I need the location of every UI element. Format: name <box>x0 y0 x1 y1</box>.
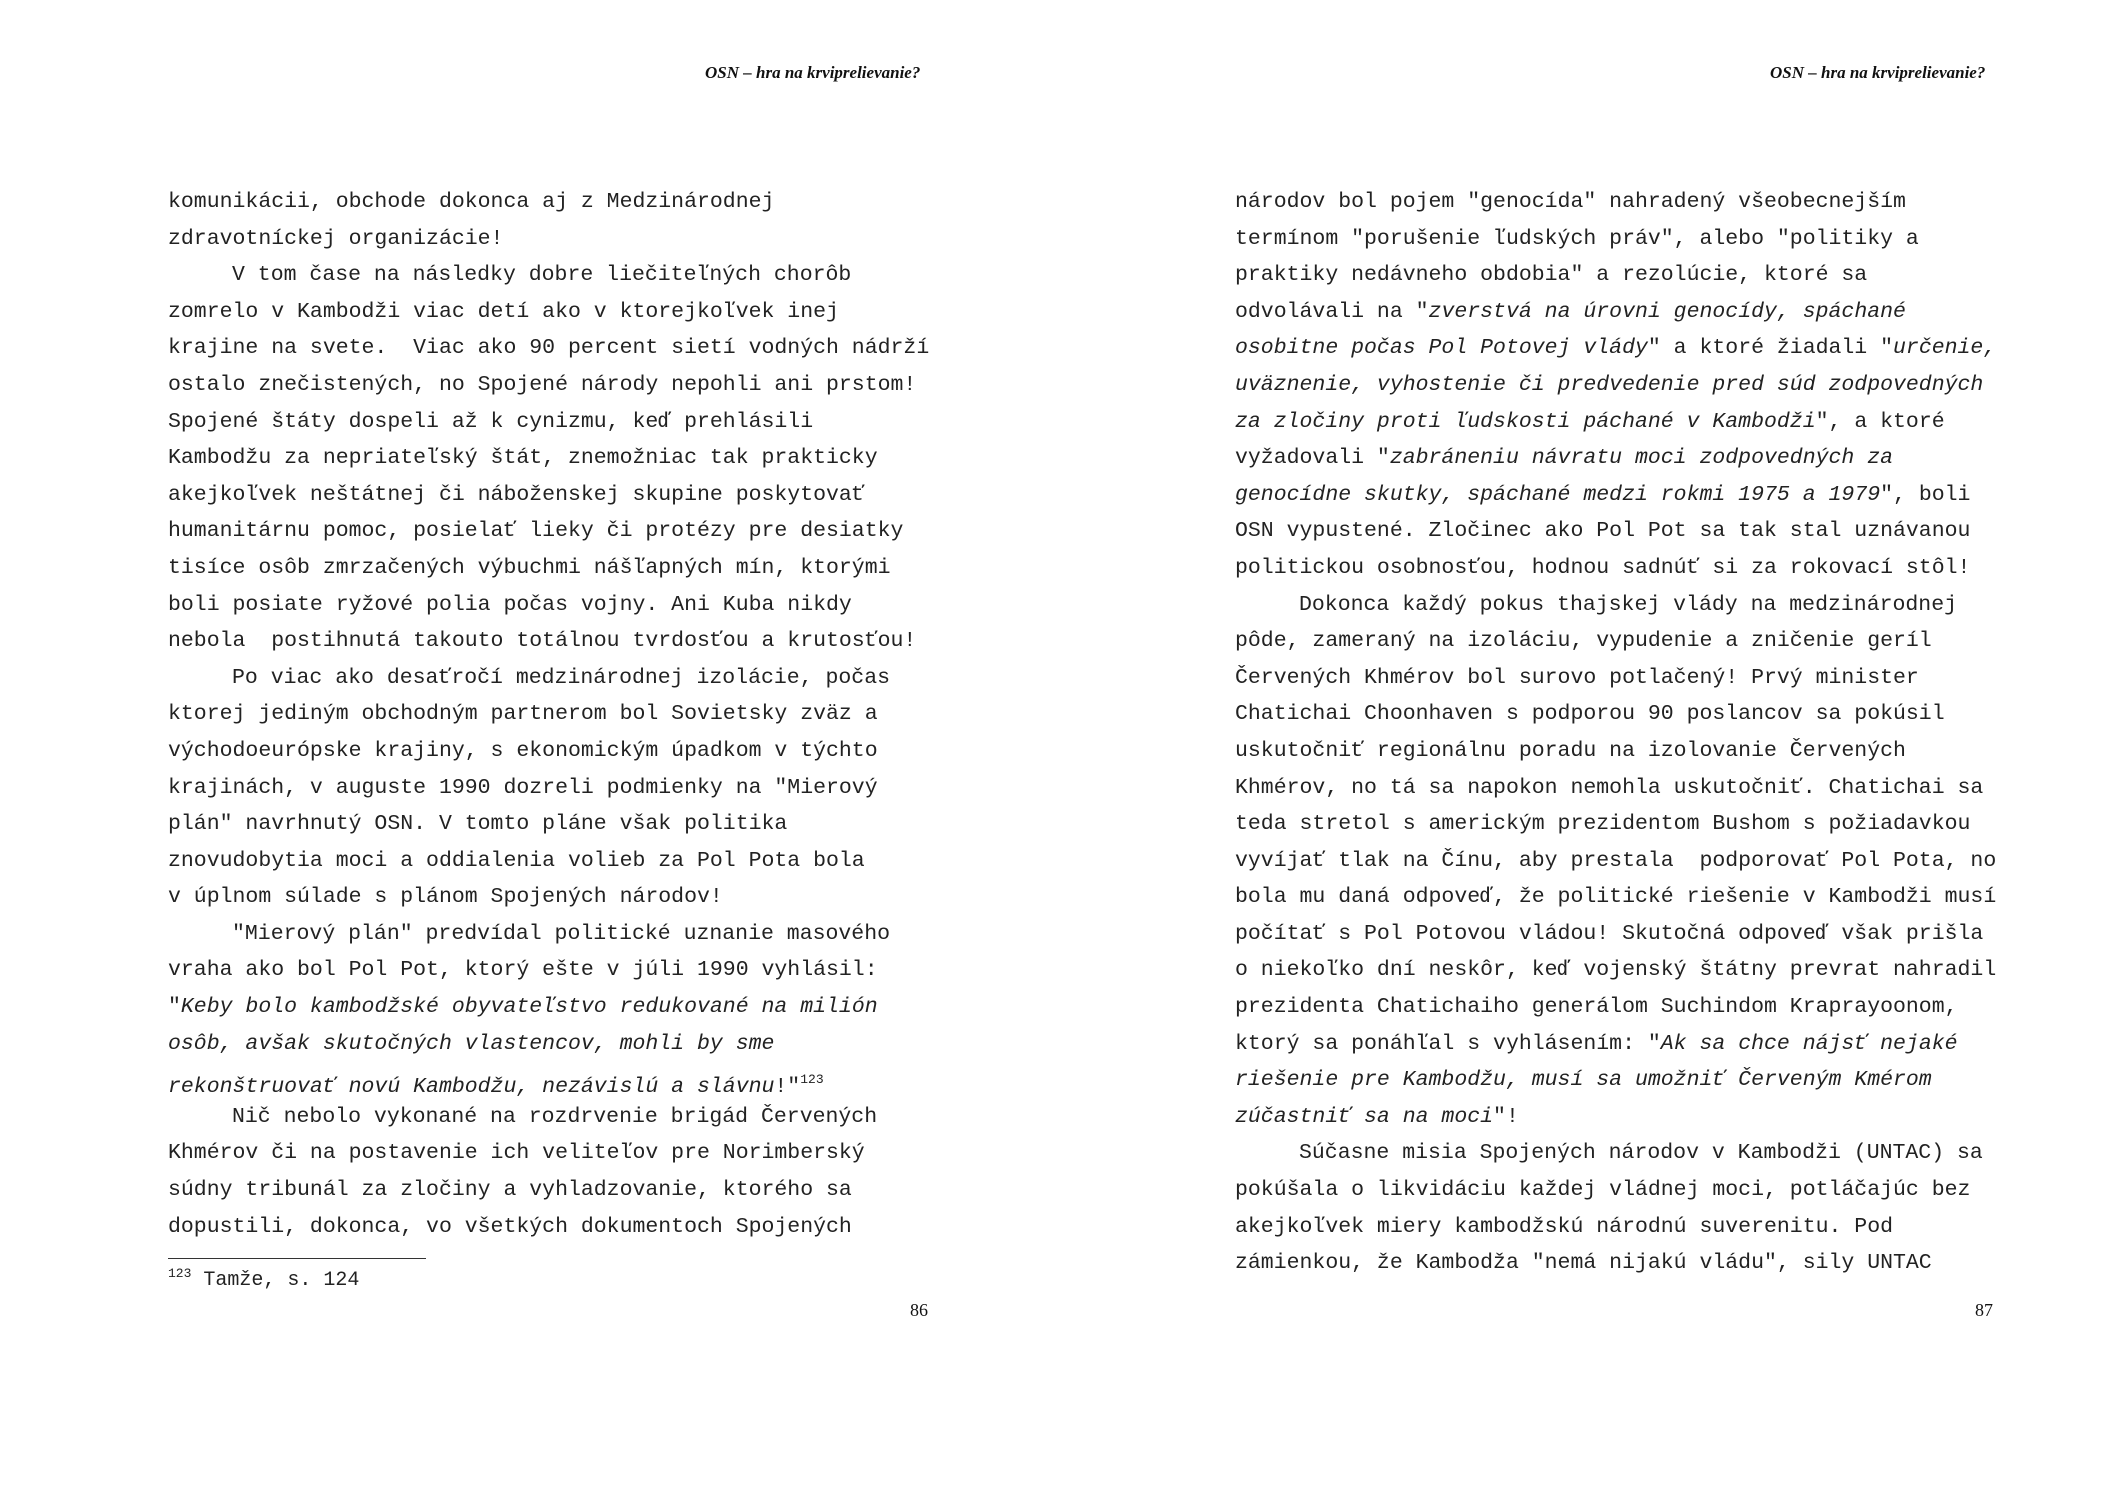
text-line <box>1235 1026 1996 1063</box>
text-line <box>1235 733 1996 770</box>
body-text <box>168 184 929 1245</box>
text-line <box>168 330 929 367</box>
text-line <box>168 696 929 733</box>
line-text: Súčasne misia Spojených národov v Kambodži (UNTAC) sa <box>1299 1141 1983 1166</box>
footnote <box>168 1266 359 1292</box>
text-line <box>1235 184 1996 221</box>
text-line <box>168 477 929 514</box>
text-line <box>168 367 929 404</box>
text-line <box>168 1135 929 1172</box>
line-text: " a ktoré žiadali " <box>1647 336 1894 361</box>
line-text: pokúšala o likvidáciu každej vládnej moci, potláčajúc bez <box>1235 1178 1971 1203</box>
line-text: zdravotníckej organizácie! <box>168 226 504 251</box>
quote-text: za zločiny proti ľudskosti páchané v Kambodži <box>1235 409 1816 434</box>
text-line <box>1235 257 1996 294</box>
line-text: znovudobytia moci a oddialenia volieb za Pol Pota bola <box>168 848 865 873</box>
line-text: termínom "porušenie ľudských práv", alebo "politiky a <box>1235 226 1919 251</box>
text-line <box>168 916 929 953</box>
quote-text: zverstvá na úrovni genocídy, spáchané <box>1428 299 1906 324</box>
text-line <box>1235 843 1996 880</box>
text-line <box>168 1099 929 1136</box>
line-text: súdny tribunál za zločiny a vyhladzovanie, ktorého sa <box>168 1178 852 1203</box>
line-text: vraha ako bol Pol Pot, ktorý ešte v júli 1990 vyhlásil: <box>168 958 878 983</box>
line-text: "Mierový plán" predvídal politické uznanie masového <box>232 921 891 946</box>
footnote-reference: 123 <box>800 1072 824 1088</box>
text-line <box>1235 513 1996 550</box>
text-line <box>1235 1172 1996 1209</box>
quote-text: Keby bolo kambodžské obyvateľstvo redukované na milión <box>180 995 878 1020</box>
text-line <box>168 879 929 916</box>
line-text: vyvíjať tlak na Čínu, aby prestala podporovať Pol Pota, no <box>1235 848 1997 873</box>
text-line <box>168 1209 929 1246</box>
text-line <box>168 404 929 441</box>
text-line <box>168 440 929 477</box>
line-text: praktiky nedávneho obdobia" a rezolúcie, ktoré sa <box>1235 263 1868 288</box>
quote-text: zúčastniť sa na moci <box>1235 1104 1494 1129</box>
quote-text: Ak sa chce nájsť nejaké <box>1660 1031 1958 1056</box>
footnote-number: 123 <box>168 1266 192 1281</box>
text-line <box>1235 1135 1996 1172</box>
text-line <box>168 550 929 587</box>
body-text <box>1235 184 1996 1282</box>
line-text: nebola postihnutá takouto totálnou tvrdosťou a krutosťou! <box>168 629 917 654</box>
footnote-divider <box>168 1258 426 1259</box>
line-text: OSN vypustené. Zločinec ako Pol Pot sa tak stal uznávanou <box>1235 519 1971 544</box>
quote-text: určenie, <box>1893 336 1997 361</box>
text-line <box>168 221 929 258</box>
text-line <box>168 294 929 331</box>
text-line <box>1235 294 1996 331</box>
quote-text: osobitne počas Pol Potovej vlády <box>1235 336 1648 361</box>
line-text: " <box>168 995 181 1020</box>
line-text: !" <box>774 1075 801 1100</box>
text-line <box>168 184 929 221</box>
text-line <box>1235 330 1996 367</box>
running-head: OSN – hra na krviprelievanie? <box>705 63 921 82</box>
line-text: počítať s Pol Potovou vládou! Skutočná odpoveď však prišla <box>1235 921 1984 946</box>
line-text: Khmérov či na postavenie ich veliteľov pre Norimberský <box>168 1141 865 1166</box>
line-text: v úplnom súlade s plánom Spojených národov! <box>168 885 723 910</box>
line-text: krajinách, v auguste 1990 dozreli podmienky na "Mierový <box>168 775 878 800</box>
line-text: prezidenta Chatichaiho generálom Suchindom Kraprayoonom, <box>1235 995 1958 1020</box>
text-line <box>1235 477 1996 514</box>
line-text: Nič nebolo vykonané na rozdrvenie brigád Červených <box>232 1104 878 1129</box>
line-text: Spojené štáty dospeli až k cynizmu, keď prehlásili <box>168 409 814 434</box>
line-text: ", a ktoré <box>1815 409 1945 434</box>
text-line <box>168 1026 929 1063</box>
text-line <box>1235 1062 1996 1099</box>
text-line <box>168 989 929 1026</box>
line-text: akejkoľvek neštátnej či náboženskej skupine poskytovať <box>168 482 865 507</box>
text-line <box>168 1062 929 1099</box>
right-page <box>1060 0 2120 1500</box>
line-text: boli posiate ryžové polia počas vojny. Ani Kuba nikdy <box>168 592 852 617</box>
line-text: Chatichai Choonhaven s podporou 90 poslancov sa pokúsil <box>1235 702 1945 727</box>
line-text: Kambodžu za nepriateľský štát, znemožniac tak prakticky <box>168 446 878 471</box>
text-line <box>1235 660 1996 697</box>
text-line <box>1235 1245 1996 1282</box>
line-text: ktorý sa ponáhľal s vyhlásením: " <box>1235 1031 1661 1056</box>
text-line <box>1235 806 1996 843</box>
text-line <box>168 623 929 660</box>
text-line <box>168 257 929 294</box>
quote-text: genocídne skutky, spáchané medzi rokmi 1975 a 1979 <box>1235 482 1881 507</box>
text-line <box>1235 550 1996 587</box>
text-line <box>168 843 929 880</box>
line-text: V tom čase na následky dobre liečiteľných chorôb <box>232 263 852 288</box>
page-number: 87 <box>1975 1300 1993 1320</box>
line-text: humanitárnu pomoc, posielať lieky či protézy pre desiatky <box>168 519 904 544</box>
line-text: krajine na svete. Viac ako 90 percent sietí vodných nádrží <box>168 336 930 361</box>
text-line <box>1235 1209 1996 1246</box>
text-line <box>168 806 929 843</box>
line-text: akejkoľvek miery kambodžskú národnú suverenitu. Pod <box>1235 1214 1894 1239</box>
line-text: "! <box>1493 1104 1519 1129</box>
page-number: 86 <box>910 1300 928 1320</box>
line-text: teda stretol s americkým prezidentom Bushom s požiadavkou <box>1235 812 1971 837</box>
line-text: komunikácii, obchode dokonca aj z Medzinárodnej <box>168 190 775 214</box>
text-line <box>1235 221 1996 258</box>
text-line <box>1235 404 1996 441</box>
line-text: Červených Khmérov bol surovo potlačený! Prvý minister <box>1235 665 1919 690</box>
line-text: zámienkou, že Kambodža "nemá nijakú vládu", sily UNTAC <box>1235 1251 1932 1276</box>
text-line <box>168 660 929 697</box>
text-line <box>168 770 929 807</box>
line-text: vyžadovali " <box>1235 446 1390 471</box>
line-text: dopustili, dokonca, vo všetkých dokumentoch Spojených <box>168 1214 852 1239</box>
text-line <box>1235 696 1996 733</box>
text-line <box>168 952 929 989</box>
line-text: ", boli <box>1880 482 1971 507</box>
quote-text: zabráneniu návratu moci zodpovedných za <box>1389 446 1894 471</box>
line-text: národov bol pojem "genocída" nahradený všeobecnejším <box>1235 190 1906 214</box>
line-text: politickou osobnosťou, hodnou sadnúť si za rokovací stôl! <box>1235 555 1971 580</box>
text-line <box>168 1172 929 1209</box>
text-line <box>1235 367 1996 404</box>
quote-text: osôb, avšak skutočných vlastencov, mohli by sme <box>168 1031 775 1056</box>
line-text: ostalo znečistených, no Spojené národy nepohli ani prstom! <box>168 372 917 397</box>
quote-text: rekonštruovať novú Kambodžu, nezávislú a slávnu <box>168 1075 775 1100</box>
quote-text: riešenie pre Kambodžu, musí sa umožniť Červeným Kmérom <box>1235 1068 1932 1093</box>
text-line <box>168 513 929 550</box>
line-text: uskutočniť regionálnu poradu na izolovanie Červených <box>1235 738 1906 763</box>
quote-text: uväznenie, vyhostenie či predvedenie pred súd zodpovedných <box>1235 372 1984 397</box>
line-text: ktorej jediným obchodným partnerom bol Sovietsky zväz a <box>168 702 878 727</box>
line-text: o niekoľko dní neskôr, keď vojenský štátny prevrat nahradil <box>1235 958 1997 983</box>
text-line <box>1235 770 1996 807</box>
text-line <box>1235 623 1996 660</box>
text-line <box>1235 916 1996 953</box>
text-line <box>1235 1099 1996 1136</box>
text-line <box>168 587 929 624</box>
text-line <box>1235 952 1996 989</box>
text-line <box>1235 440 1996 477</box>
text-line <box>1235 879 1996 916</box>
line-text: Khmérov, no tá sa napokon nemohla uskutočniť. Chatichai sa <box>1235 775 1984 800</box>
line-text: bola mu daná odpoveď, že politické riešenie v Kambodži musí <box>1235 885 1997 910</box>
line-text: Dokonca každý pokus thajskej vlády na medzinárodnej <box>1299 592 1958 617</box>
text-line <box>1235 989 1996 1026</box>
running-head: OSN – hra na krviprelievanie? <box>1770 63 1986 82</box>
text-line <box>1235 587 1996 624</box>
line-text: východoeurópske krajiny, s ekonomickým úpadkom v týchto <box>168 738 878 763</box>
line-text: tisíce osôb zmrzačených výbuchmi nášľapných mín, ktorými <box>168 555 891 580</box>
footnote-text: Tamže, s. 124 <box>191 1269 360 1292</box>
text-line <box>168 733 929 770</box>
line-text: zomrelo v Kambodži viac detí ako v ktorejkoľvek inej <box>168 299 839 324</box>
line-text: plán" navrhnutý OSN. V tomto pláne však politika <box>168 812 788 837</box>
line-text: pôde, zameraný na izoláciu, vypudenie a zničenie geríl <box>1235 629 1932 654</box>
line-text: odvolávali na " <box>1235 299 1429 324</box>
line-text: Po viac ako desaťročí medzinárodnej izolácie, počas <box>232 665 891 690</box>
